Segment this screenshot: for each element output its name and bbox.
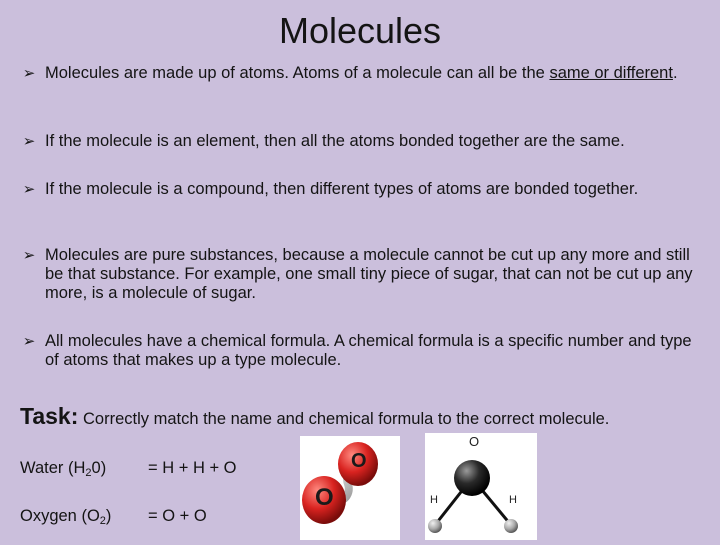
atom-label-h-2: H [509,494,517,506]
oxygen-formula: = O + O [148,507,207,525]
slide-title: Molecules [278,10,442,51]
water-molecule-image [425,433,537,540]
arrow-bullet-icon: ➢ [22,247,36,264]
oxygen-molecule-image [300,436,400,540]
bullet-text: If the molecule is a compound, then different types of atoms are bonded together. [45,180,639,198]
bullet-text: Molecules are pure substances, because a molecule cannot be cut up any more and still be that substance. For example, one small tiny piece of sugar, that can not be cut up any more, is a molecule of sugar. [45,246,693,302]
emphasis-text: same or different [549,64,673,82]
water-formula: = H + H + O [148,459,237,477]
bullet-text: All molecules have a chemical formula. A chemical formula is a specific number and type of atoms that makes up a type molecule. [45,332,692,369]
bullet-item-1 [20,64,700,83]
atom-label-o: O [469,434,480,449]
task-text: Correctly match the name and chemical formula to the correct molecule. [82,410,610,428]
bullet-tail: . [672,64,678,82]
bullet-item-2 [20,132,700,151]
task-label: Task: [20,403,79,429]
arrow-bullet-icon: ➢ [22,65,36,82]
bullet-text: Molecules are made up of atoms. Atoms of a molecule can all be the [45,64,550,82]
arrow-bullet-icon: ➢ [22,133,36,150]
bullet-item-4 [20,246,700,303]
arrow-bullet-icon: ➢ [22,181,36,198]
arrow-bullet-icon: ➢ [22,333,36,350]
atom-label-h-1: H [430,494,438,506]
bullet-text: If the molecule is an element, then all the atoms bonded together are the same. [45,132,625,150]
bullet-item-3 [20,180,700,199]
atom-label-o-1: O [351,450,367,472]
oxygen-name: Oxygen $(O_2)$ [20,507,112,527]
atom-label-o-2: O [315,484,334,511]
water-name: Water $(H_20)$ [20,459,107,479]
bullet-item-5 [20,332,700,370]
task-line [20,402,710,433]
